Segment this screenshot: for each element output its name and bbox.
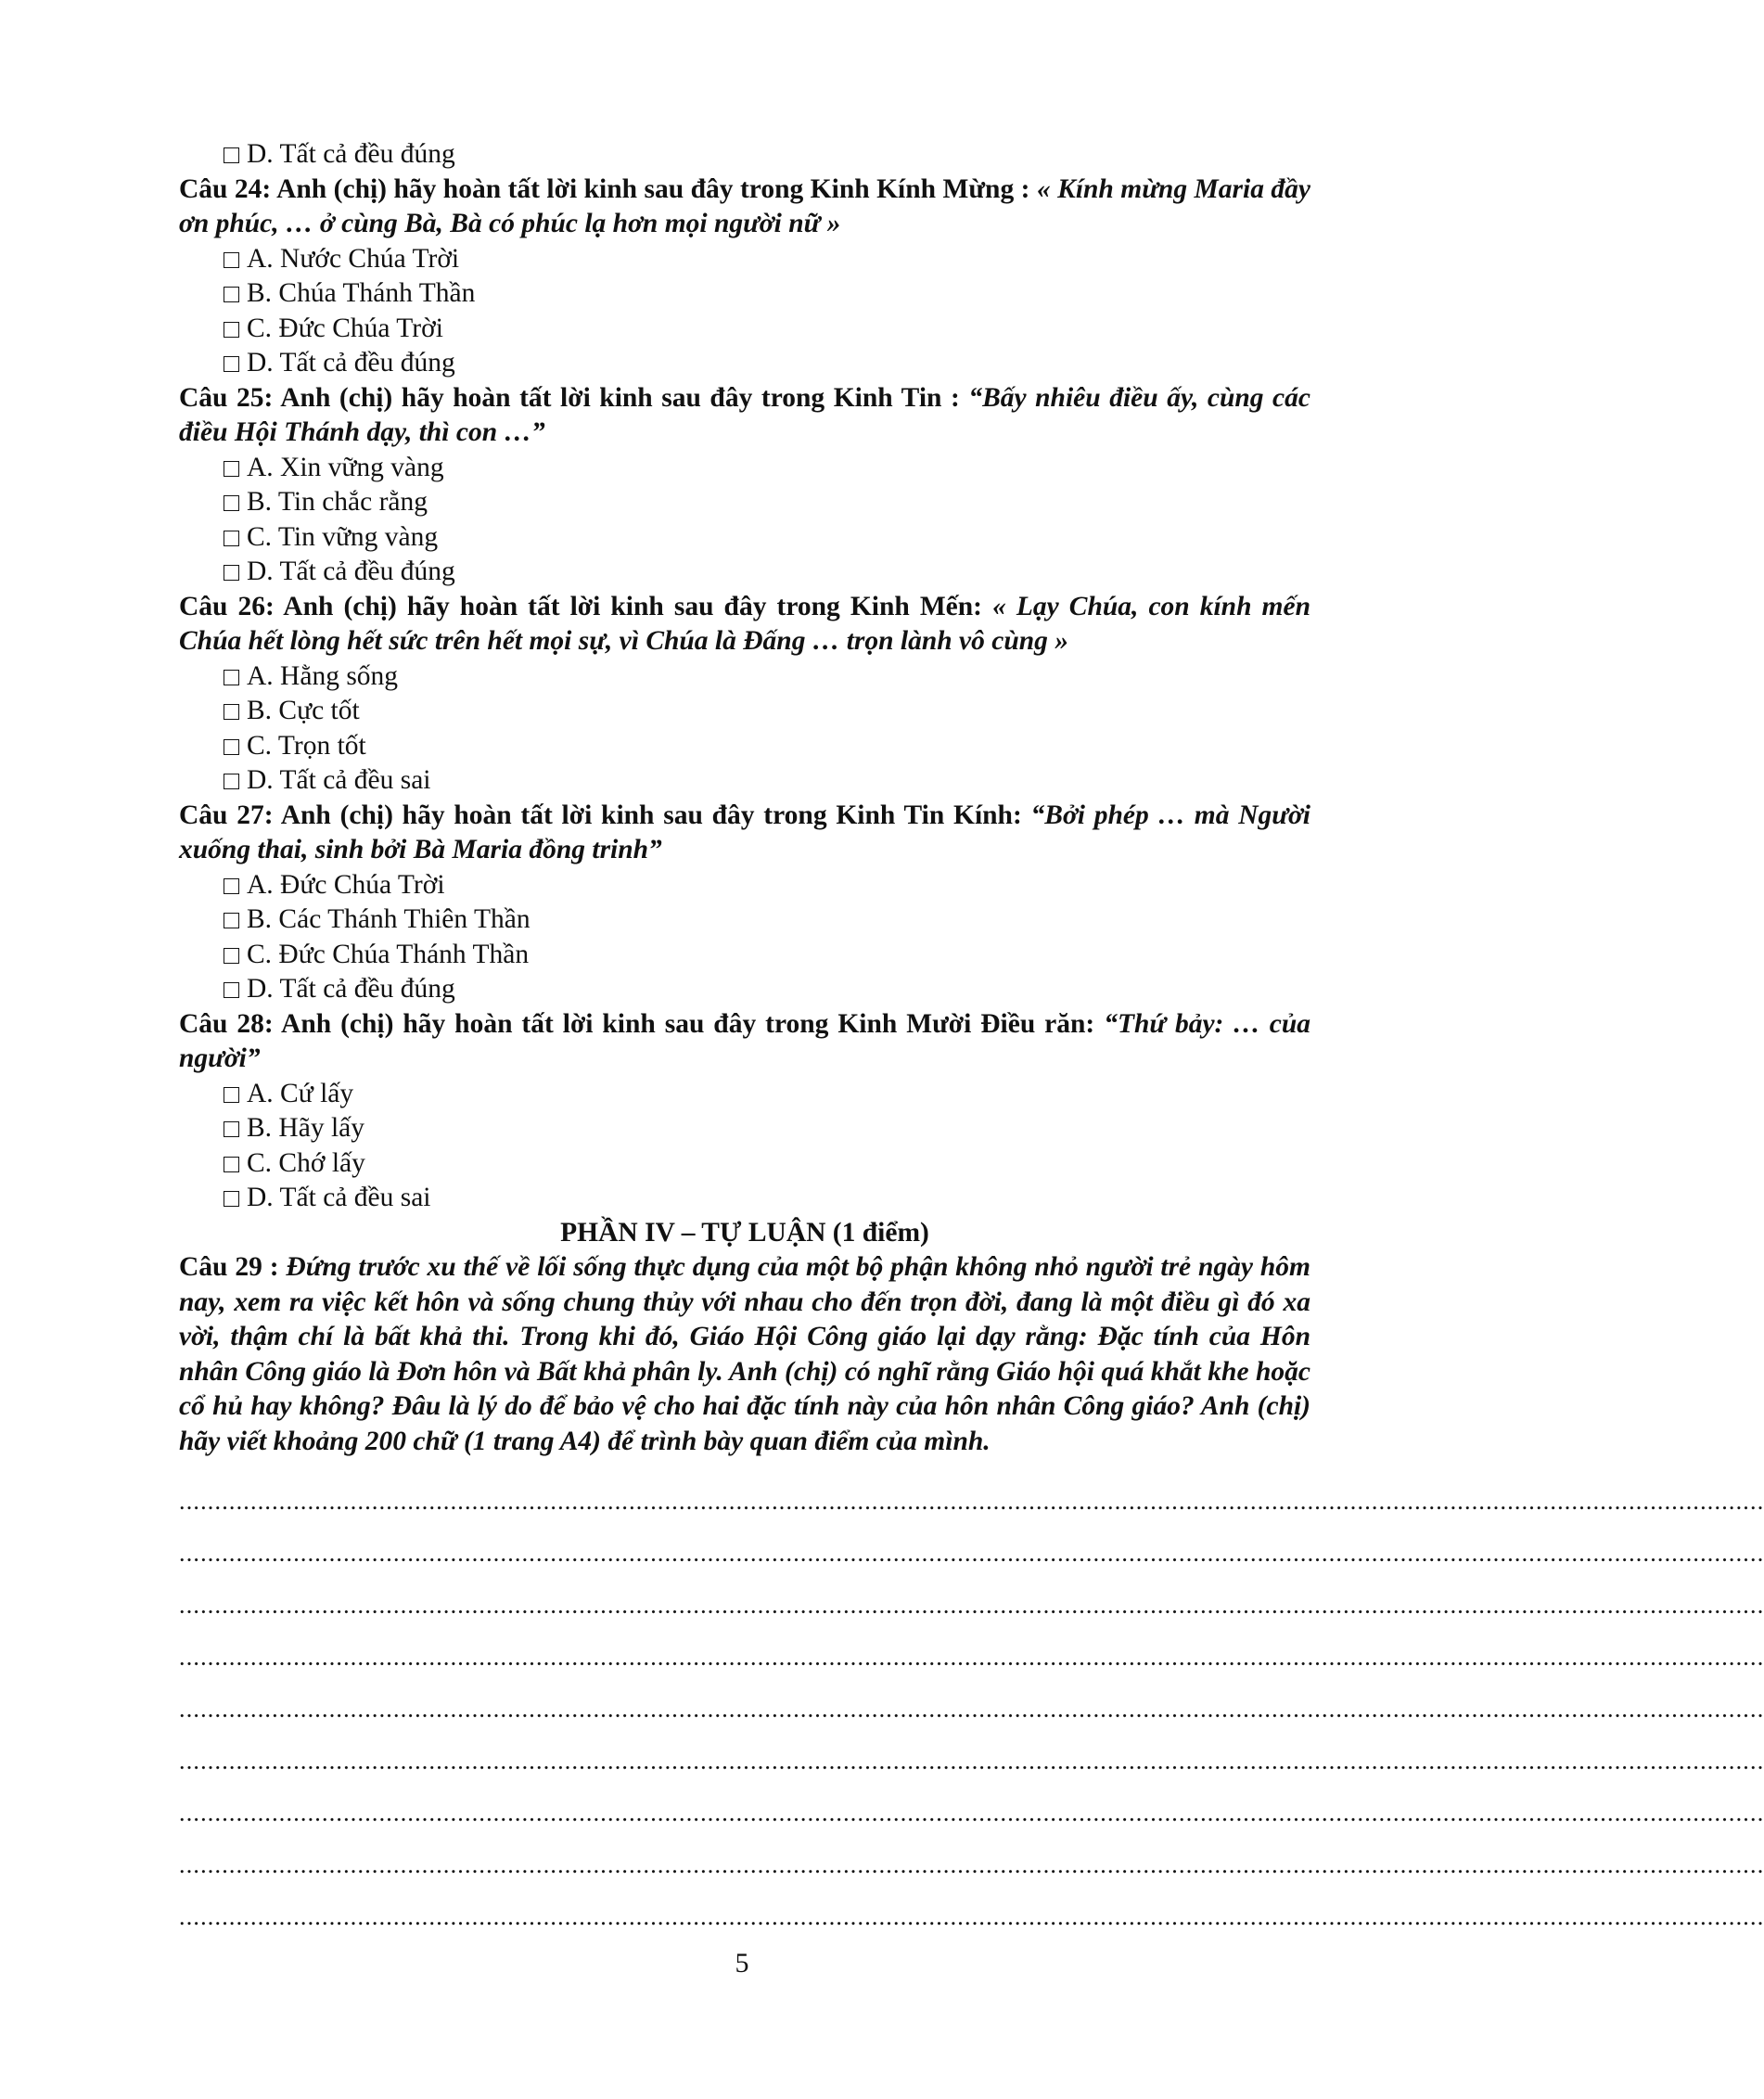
question-prompt: Câu 26: Anh (chị) hãy hoàn tất lời kinh sau đây trong Kinh Mến: « Lạy Chúa, con kính mến Chúa hết lòng hết sức trên hết mọi sự, vì Chúa là Đấng … trọn lành vô cùng »: [179, 591, 1310, 656]
option-a[interactable]: A. Xin vững vàng: [179, 451, 1310, 486]
question-label: Câu 25:: [179, 382, 274, 413]
answer-line[interactable]: ..............................................................................................................................................................................................................................: [179, 1851, 1764, 1878]
checkbox-icon[interactable]: [224, 704, 239, 720]
checkbox-icon[interactable]: [224, 252, 239, 268]
answer-line[interactable]: ..............................................................................................................................................................................................................................: [179, 1903, 1764, 1930]
checkbox-icon[interactable]: [224, 322, 239, 338]
checkbox-icon[interactable]: [224, 948, 239, 964]
prayer-quote: « Lạy Chúa, con kính mến Chúa hết lòng hết sức trên hết mọi sự, vì Chúa là Đấng … trọn lành vô cùng »: [179, 591, 1310, 656]
question-27: [179, 799, 1310, 1007]
option-c[interactable]: C. Chớ lấy: [179, 1146, 1310, 1182]
answer-area[interactable]: [179, 1476, 1764, 1943]
checkbox-icon[interactable]: [224, 1157, 239, 1172]
prayer-quote: « Kính mừng Maria đầy ơn phúc, … ở cùng Bà, Bà có phúc lạ hơn mọi người nữ »: [179, 173, 1310, 238]
checkbox-icon[interactable]: [224, 1191, 239, 1207]
option-label: D. Tất cả đều đúng: [247, 139, 455, 169]
page-number: 5: [735, 1948, 749, 1978]
question-label: Câu 26:: [179, 591, 275, 621]
option-d[interactable]: D. Tất cả đều sai: [179, 1181, 1310, 1216]
question-25: [179, 381, 1310, 590]
checkbox-icon[interactable]: [224, 147, 239, 163]
answer-line[interactable]: ..............................................................................................................................................................................................................................: [179, 1747, 1764, 1774]
question-prompt: Câu 27: Anh (chị) hãy hoàn tất lời kinh sau đây trong Kinh Tin Kính: “Bởi phép … mà Người xuống thai, sinh bởi Bà Maria đồng trinh”: [179, 800, 1310, 864]
question-prompt: Câu 25: Anh (chị) hãy hoàn tất lời kinh sau đây trong Kinh Tin : “Bấy nhiêu điều ấy, cùng các điều Hội Thánh dạy, thì con …”: [179, 382, 1310, 447]
checkbox-icon[interactable]: [224, 531, 239, 546]
answer-line[interactable]: ..............................................................................................................................................................................................................................: [179, 1696, 1764, 1722]
checkbox-icon[interactable]: [224, 774, 239, 789]
option-d[interactable]: D. Tất cả đều đúng: [179, 346, 1310, 381]
question-label: Câu 29 :: [179, 1252, 279, 1282]
question-28: [179, 1007, 1310, 1216]
answer-line[interactable]: ..............................................................................................................................................................................................................................: [179, 1592, 1764, 1619]
checkbox-icon[interactable]: [224, 878, 239, 894]
checkbox-icon[interactable]: [224, 982, 239, 998]
answer-line[interactable]: ..............................................................................................................................................................................................................................: [179, 1644, 1764, 1670]
prayer-quote: “Bởi phép … mà Người xuống thai, sinh bởi Bà Maria đồng trinh”: [179, 800, 1310, 864]
option-a[interactable]: A. Nước Chúa Trời: [179, 242, 1310, 277]
option-a[interactable]: A. Cứ lấy: [179, 1077, 1310, 1112]
option-d[interactable]: D. Tất cả đều đúng: [179, 972, 1310, 1007]
checkbox-icon[interactable]: [224, 1087, 239, 1103]
question-label: Câu 27:: [179, 800, 274, 830]
exam-page: [179, 137, 1764, 1943]
essay-question: [179, 1250, 1310, 1459]
checkbox-icon[interactable]: [224, 495, 239, 511]
option-d[interactable]: D. Tất cả đều sai: [179, 763, 1310, 799]
checkbox-icon[interactable]: [224, 565, 239, 581]
option-a[interactable]: A. Đức Chúa Trời: [179, 868, 1310, 903]
leading-option[interactable]: [179, 137, 1310, 173]
option-c[interactable]: C. Đức Chúa Thánh Thần: [179, 938, 1310, 973]
section-title: PHẦN IV – TỰ LUẬN (1 điểm): [560, 1217, 929, 1248]
prayer-quote: “Thứ bảy: … của người”: [179, 1008, 1310, 1073]
checkbox-icon[interactable]: [224, 670, 239, 685]
option-b[interactable]: B. Tin chắc rằng: [179, 485, 1310, 520]
question-prompt: Câu 24: Anh (chị) hãy hoàn tất lời kinh sau đây trong Kinh Kính Mừng : « Kính mừng Maria đầy ơn phúc, … ở cùng Bà, Bà có phúc lạ hơn mọi người nữ »: [179, 173, 1310, 238]
question-prompt: Câu 28: Anh (chị) hãy hoàn tất lời kinh sau đây trong Kinh Mười Điều răn: “Thứ bảy: … của người”: [179, 1008, 1310, 1073]
checkbox-icon[interactable]: [224, 1121, 239, 1137]
option-c[interactable]: C. Trọn tốt: [179, 729, 1310, 764]
answer-line[interactable]: ..............................................................................................................................................................................................................................: [179, 1540, 1764, 1567]
prayer-quote: “Bấy nhiêu điều ấy, cùng các điều Hội Thánh dạy, thì con …”: [179, 382, 1310, 447]
checkbox-icon[interactable]: [224, 739, 239, 755]
option-c[interactable]: C. Đức Chúa Trời: [179, 312, 1310, 347]
question-label: Câu 28:: [179, 1008, 274, 1039]
option-b[interactable]: B. Chúa Thánh Thần: [179, 276, 1310, 312]
option-b[interactable]: B. Cực tốt: [179, 694, 1310, 729]
essay-prompt: Đứng trước xu thế về lối sống thực dụng của một bộ phận không nhỏ người trẻ ngày hôm nay, xem ra việc kết hôn và sống chung thủy với nhau cho đến trọn đời, đang là một điều gì đó xa vời, thậm chí là bất khả thi. Trong khi đó, Giáo Hội Công giáo lại dạy rằng: Đặc tính của Hôn nhân Công giáo là Đơn hôn và Bất khả phân ly. Anh (chị) có nghĩ rằng Giáo hội quá khắt khe hoặc cổ hủ hay không? Đâu là lý do để bảo vệ cho hai đặc tính này của hôn nhân Công giáo? Anh (chị) hãy viết khoảng 200 chữ (1 trang A4) để trình bày quan điểm của mình.: [179, 1252, 1310, 1456]
question-24: [179, 173, 1310, 381]
checkbox-icon[interactable]: [224, 913, 239, 928]
answer-line[interactable]: ..............................................................................................................................................................................................................................: [179, 1488, 1764, 1515]
question-label: Câu 24:: [179, 173, 272, 204]
checkbox-icon[interactable]: [224, 356, 239, 372]
option-d[interactable]: D. Tất cả đều đúng: [179, 555, 1310, 590]
question-26: [179, 590, 1310, 799]
answer-line[interactable]: ..............................................................................................................................................................................................................................: [179, 1799, 1764, 1826]
checkbox-icon[interactable]: [224, 287, 239, 302]
option-b[interactable]: B. Hãy lấy: [179, 1111, 1310, 1146]
checkbox-icon[interactable]: [224, 461, 239, 477]
option-b[interactable]: B. Các Thánh Thiên Thần: [179, 902, 1310, 938]
option-c[interactable]: C. Tin vững vàng: [179, 520, 1310, 556]
option-a[interactable]: A. Hằng sống: [179, 659, 1310, 695]
